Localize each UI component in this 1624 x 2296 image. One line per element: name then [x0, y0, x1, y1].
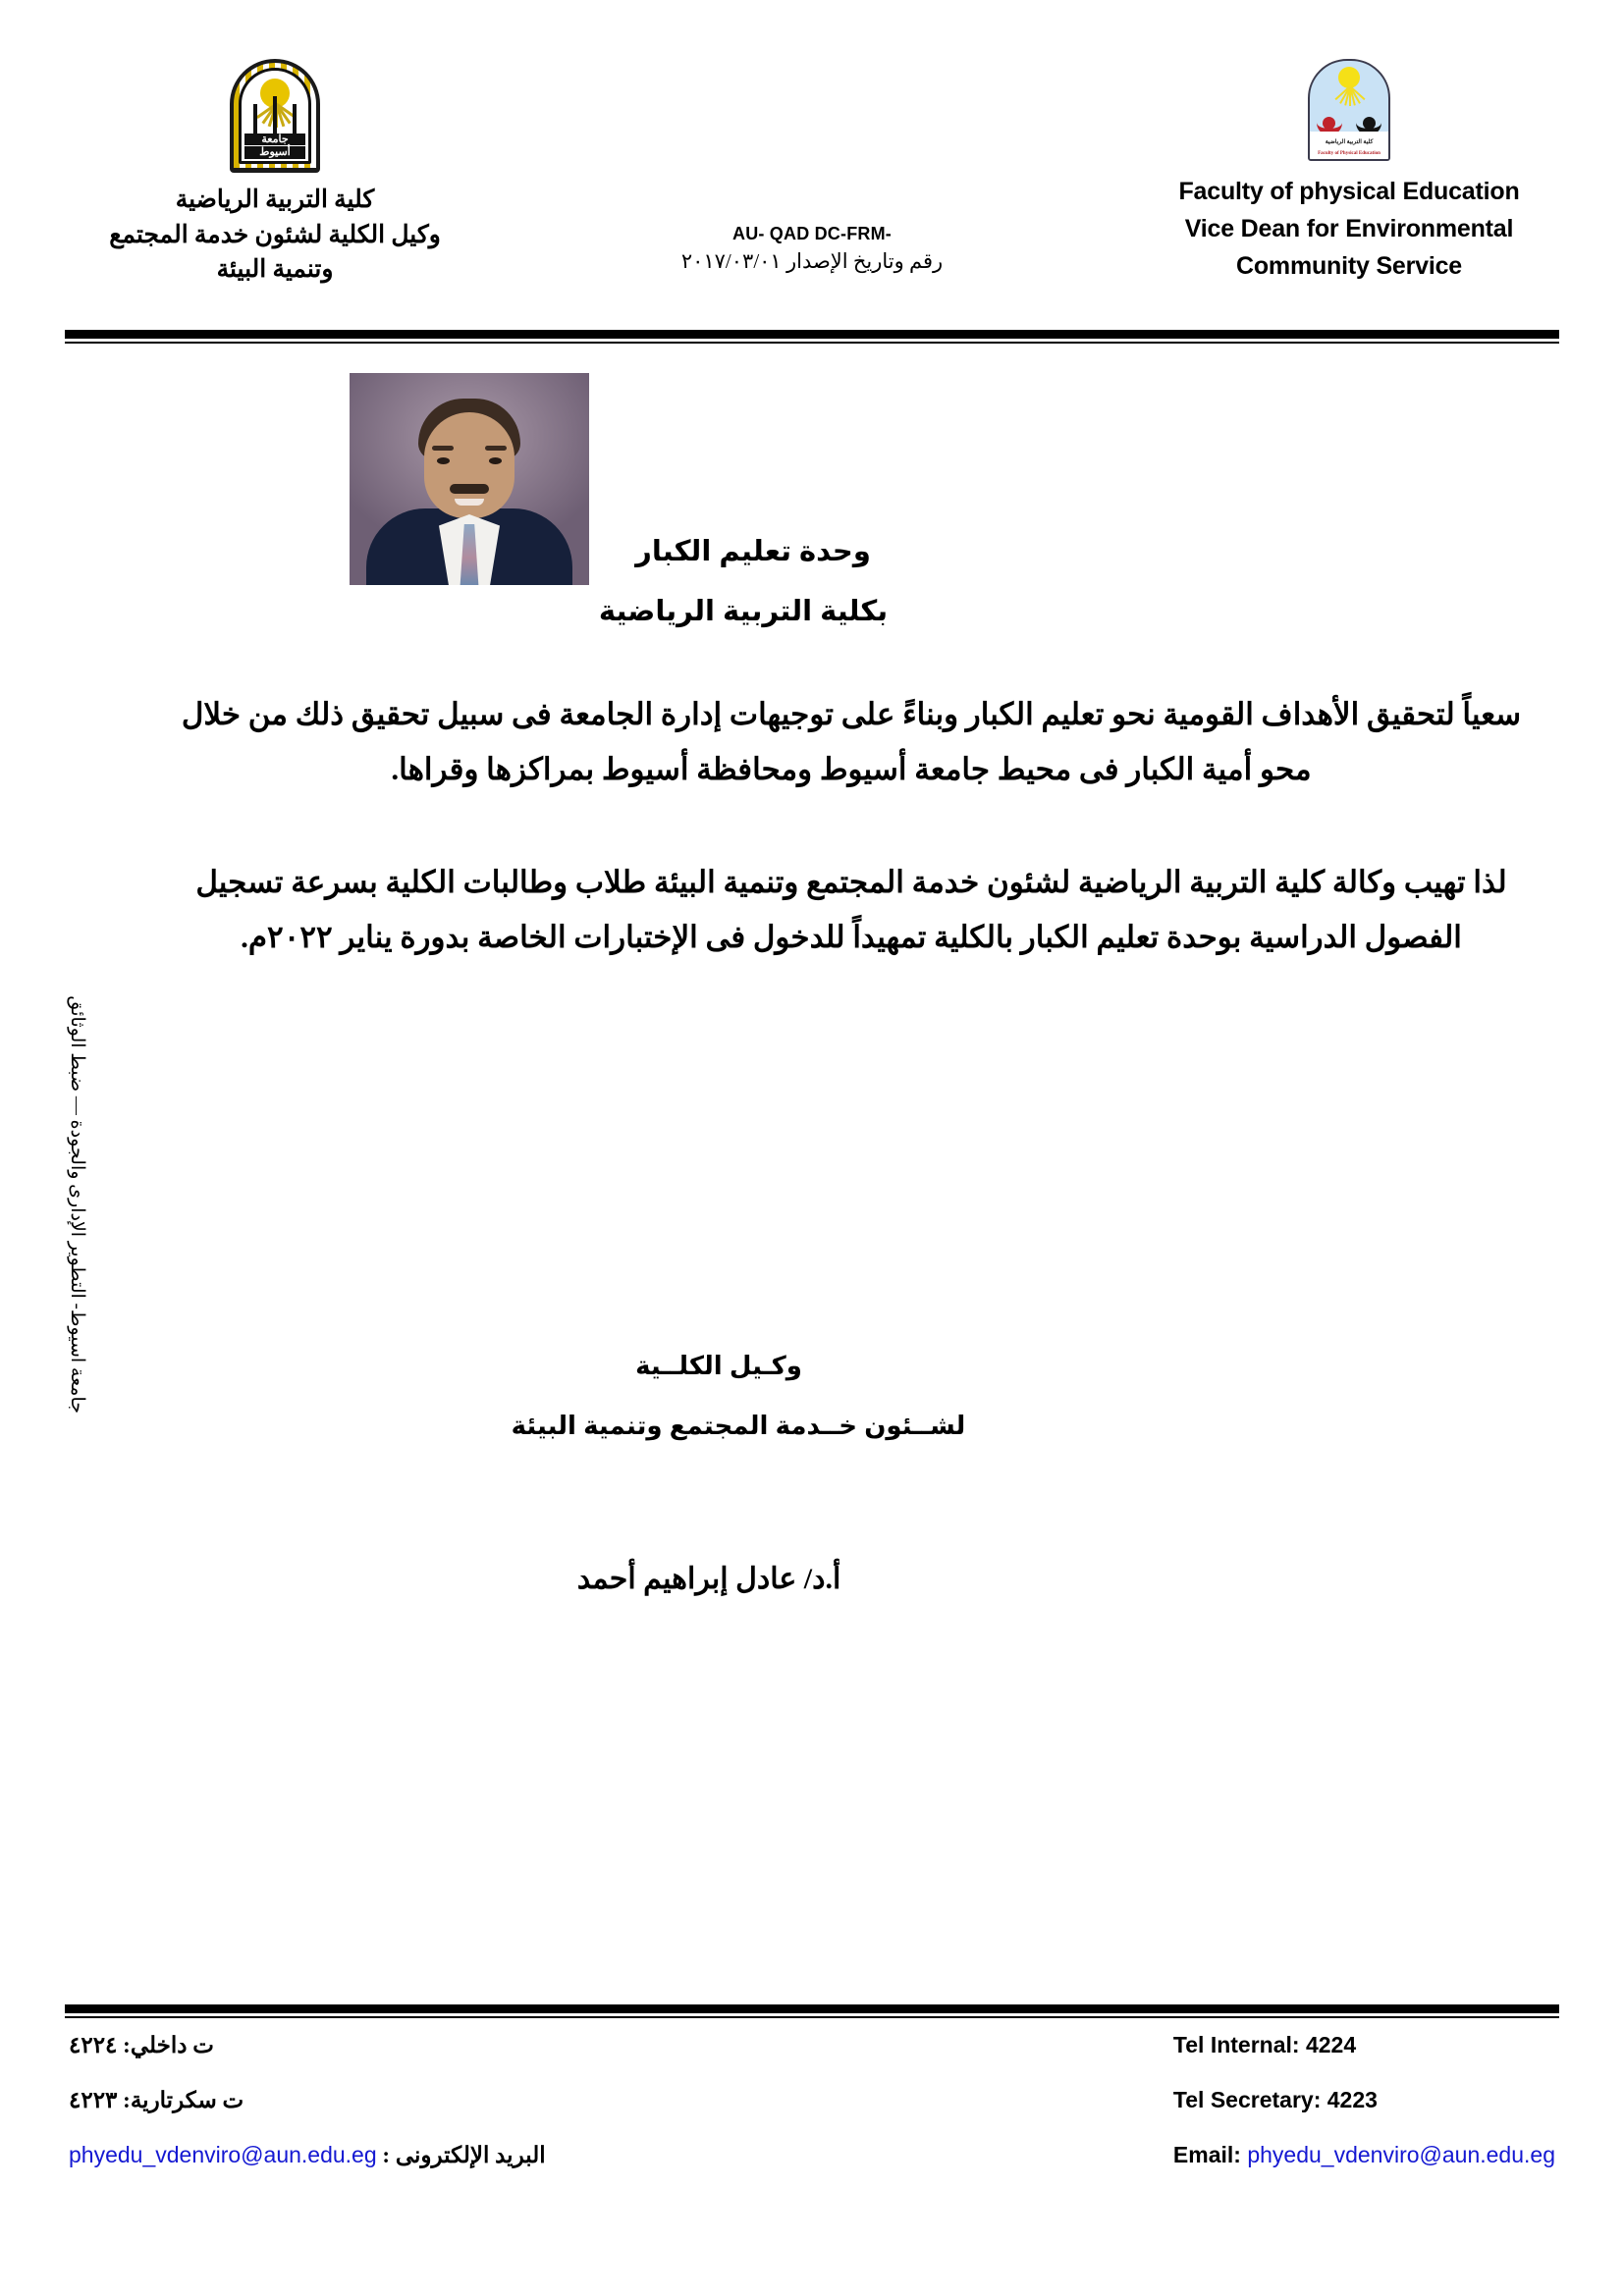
header-divider — [65, 330, 1559, 344]
pe-logo-caption-en: Faculty of Physical Education — [1318, 151, 1380, 156]
footer-email-label-ar: البريد الإلكترونى : — [382, 2143, 546, 2167]
signature-name: أ.د/ عادل إبراهيم أحمد — [576, 1563, 841, 1595]
vertical-margin-text: جامعة اسيوط- التطوير الإدارى والجودة — ضبط الوثائق — [67, 995, 87, 1414]
footer-right-block — [69, 2034, 546, 2166]
header-right-line-1: كلية التربية الرياضية — [175, 187, 375, 213]
header-left-line-1: Faculty of physical Education — [1178, 178, 1520, 205]
pe-logo-caption-ar: كلية التربية الرياضية — [1325, 139, 1374, 145]
assiut-university-logo-icon — [230, 59, 320, 173]
footer-email-link-ar[interactable]: phyedu_vdenviro@aun.edu.eg — [69, 2142, 377, 2167]
signature-block — [0, 1353, 1624, 1596]
document-body — [152, 687, 1550, 966]
footer-email-row-en — [1173, 2144, 1555, 2166]
faculty-of-physical-education-logo-icon — [1308, 59, 1390, 161]
signature-department: لشــئون خــدمة المجتمع وتنمية البيئة — [511, 1411, 966, 1440]
footer-tel-internal-ar: ت داخلي: ٤٢٢٤ — [69, 2033, 214, 2057]
footer-tel-secretary-ar: ت سكرتارية: ٤٢٢٣ — [69, 2088, 244, 2112]
footer-tel-internal-en: Tel Internal: 4224 — [1172, 2032, 1357, 2057]
signature-role: وكـيل الكلــية — [635, 1351, 802, 1380]
document-header — [69, 59, 1555, 304]
form-issue-date: رقم وتاريخ الإصدار ٢٠١٧/٠٣/٠١ — [680, 249, 944, 273]
body-paragraph-1: سعياً لتحقيق الأهداف القومية نحو تعليم الكبار وبناءً على توجيهات إدارة الجامعة فى سبيل تحقيق ذلك من خلال محو أمية الكبار فى محيط جامعة أسيوط ومحافظة أسيوط بمراكزها وقراها. — [181, 697, 1522, 787]
title-line-1: وحدة تعليم الكبار — [635, 536, 871, 567]
logo-band-top: جامعة — [244, 133, 305, 145]
document-footer — [69, 2034, 1555, 2166]
header-right-block — [69, 59, 481, 288]
body-paragraph-2: لذا تهيب وكالة كلية التربية الرياضية لشئون خدمة المجتمع وتنمية البيئة طلاب وطالبات الكلية بسرعة تسجيل الفصول الدراسية بوحدة تعليم الكبار بالكلية تمهيداً للدخول فى الإختبارات الخاصة بدورة يناير ٢٠٢٢م. — [195, 864, 1507, 955]
header-left-line-3: Community Service — [1236, 252, 1463, 280]
footer-email-row-ar — [69, 2144, 546, 2166]
footer-email-label-en: Email: — [1172, 2142, 1241, 2167]
header-right-line-2: وكيل الكلية لشئون خدمة المجتمع — [109, 221, 441, 248]
footer-email-link-en[interactable]: phyedu_vdenviro@aun.edu.eg — [1247, 2142, 1555, 2167]
header-left-line-2: Vice Dean for Environmental — [1184, 215, 1514, 242]
logo-band-bottom: أسيوط — [244, 146, 305, 159]
footer-left-block — [1173, 2034, 1555, 2166]
header-left-block — [1143, 59, 1555, 285]
footer-divider — [65, 2004, 1559, 2018]
document-title — [0, 538, 1624, 626]
title-line-2: بكلية التربية الرياضية — [598, 596, 889, 627]
footer-tel-secretary-en: Tel Secretary: 4223 — [1172, 2087, 1378, 2112]
header-center-block — [616, 59, 1008, 274]
header-right-line-3: وتنمية البيئة — [216, 256, 334, 283]
form-code: AU- QAD DC-FRM- — [732, 224, 892, 243]
